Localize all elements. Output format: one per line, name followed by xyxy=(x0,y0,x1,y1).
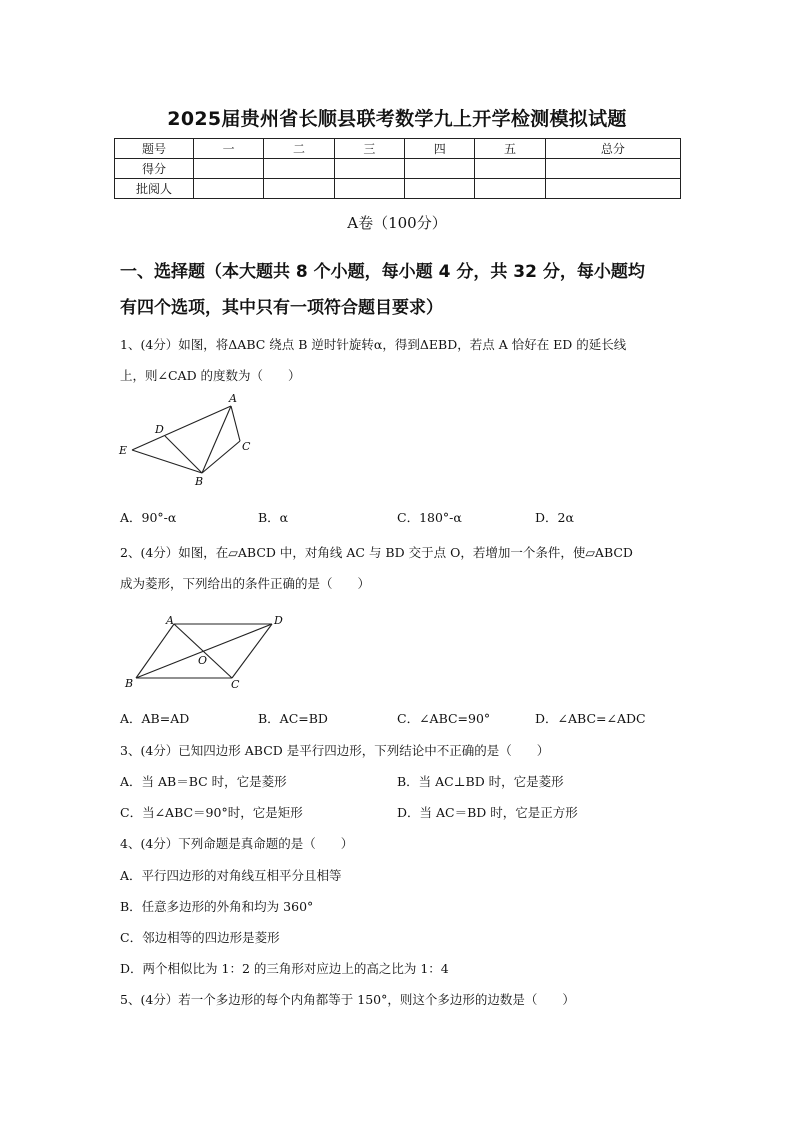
q1-option-c: C．180°-α xyxy=(397,510,462,525)
q2-label-c: C xyxy=(231,678,240,691)
q2-stem-cont: 成为菱形，下列给出的条件正确的是（ ） xyxy=(120,576,371,591)
q1-stem-cont: 上，则∠CAD 的度数为（ ） xyxy=(120,368,301,383)
q1-label-c: C xyxy=(242,440,251,453)
q2-option-a: A．AB=AD xyxy=(120,711,190,726)
q3-option-a: A．当 AB＝BC 时，它是菱形 xyxy=(120,774,287,789)
header-cell: 三 xyxy=(334,139,404,159)
q3-option-d: D．当 AC＝BD 时，它是正方形 xyxy=(397,805,578,820)
q2-label-d: D xyxy=(274,614,283,627)
page-title: 2025届贵州省长顺县联考数学九上开学检测模拟试题 xyxy=(167,108,627,130)
q2-option-d: D．∠ABC=∠ADC xyxy=(535,711,646,726)
q1-label-a: A xyxy=(229,392,237,405)
q4-option-b: B．任意多边形的外角和均为 360° xyxy=(120,899,314,914)
q5-stem: 5、(4分）若一个多边形的每个内角都等于 150°，则这个多边形的边数是（ ） xyxy=(120,992,575,1007)
q4-option-a: A．平行四边形的对角线互相平分且相等 xyxy=(120,868,342,883)
q1-option-d: D．2α xyxy=(535,510,574,525)
section-heading-line1: 一、选择题（本大题共 8 个小题，每小题 4 分，共 32 分，每小题均 xyxy=(120,262,645,282)
row-label: 批阅人 xyxy=(115,179,194,199)
q2-stem: 2、(4分）如图，在▱ABCD 中，对角线 AC 与 BD 交于点 O，若增加一个条件，使▱ABCD xyxy=(120,545,633,560)
q2-option-b: B．AC=BD xyxy=(258,711,328,726)
q4-option-c: C．邻边相等的四边形是菱形 xyxy=(120,930,280,945)
q3-stem: 3、(4分）已知四边形 ABCD 是平行四边形，下列结论中不正确的是（ ） xyxy=(120,743,550,758)
header-cell: 五 xyxy=(475,139,545,159)
q1-option-b: B．α xyxy=(258,510,289,525)
header-cell: 一 xyxy=(194,139,264,159)
header-cell: 四 xyxy=(405,139,475,159)
header-cell: 题号 xyxy=(115,139,194,159)
q3-option-c: C．当∠ABC＝90°时，它是矩形 xyxy=(120,805,303,820)
q2-label-b: B xyxy=(125,677,134,690)
row-label: 得分 xyxy=(115,159,194,179)
q1-label-e: E xyxy=(119,444,128,457)
q1-option-a: A．90°-α xyxy=(120,510,177,525)
q2-label-o: O xyxy=(198,654,208,667)
q1-stem: 1、(4分）如图，将ΔABC 绕点 B 逆时针旋转α，得到ΔEBD，若点 A 恰好在 ED 的延长线 xyxy=(120,337,627,352)
q2-option-c: C．∠ABC=90° xyxy=(397,711,491,726)
q4-stem: 4、(4分）下列命题是真命题的是（ ） xyxy=(120,836,354,851)
q2-label-a: A xyxy=(166,614,174,627)
q1-label-d: D xyxy=(155,423,164,436)
header-cell: 二 xyxy=(264,139,334,159)
q3-option-b: B．当 AC⊥BD 时，它是菱形 xyxy=(397,774,564,789)
q1-label-b: B xyxy=(195,475,204,488)
q4-option-d: D．两个相似比为 1：2 的三角形对应边上的高之比为 1：4 xyxy=(120,961,449,976)
section-heading-line2: 有四个选项，其中只有一项符合题目要求） xyxy=(120,298,443,318)
volume-heading: A卷（100分） xyxy=(347,214,447,232)
header-cell: 总分 xyxy=(545,139,680,159)
